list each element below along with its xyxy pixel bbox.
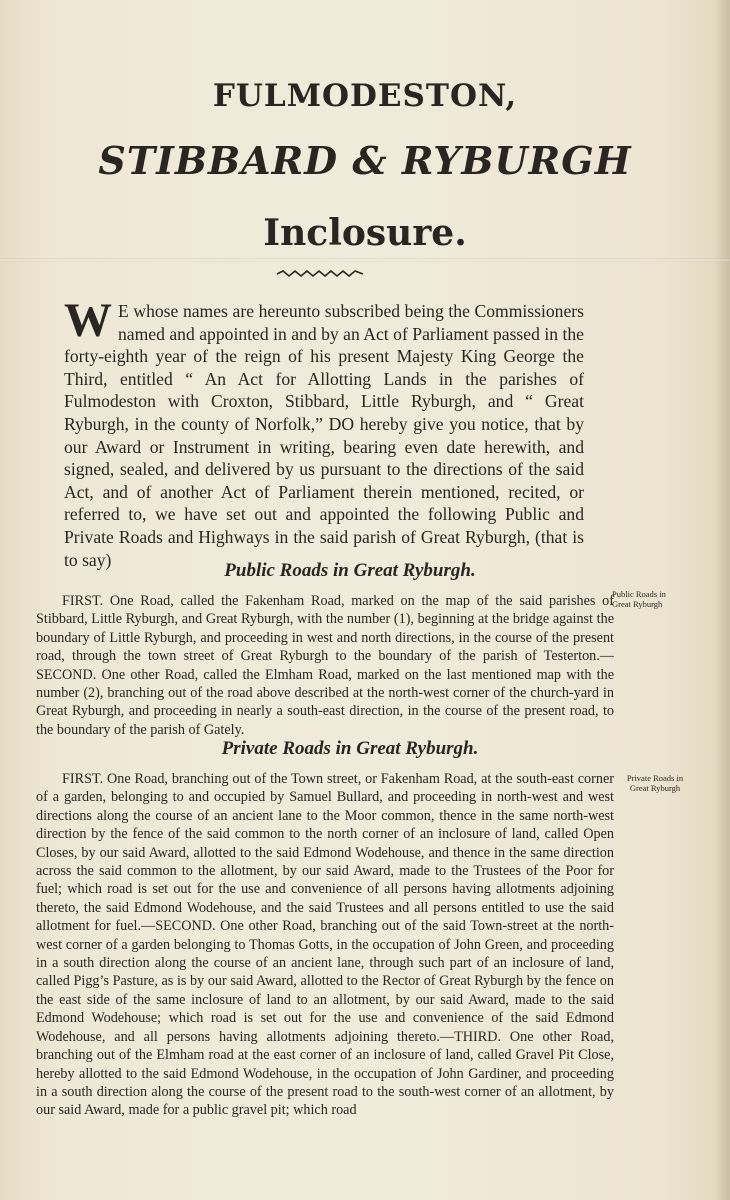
private-roads-margin-note: Private Roads in Great Ryburgh bbox=[626, 773, 684, 793]
title-line-1: FULMODESTON, bbox=[212, 78, 518, 114]
public-roads-paragraph: FIRST. One Road, called the Fakenham Road, marked on the map of the said parishes of Stibbard, Little Ryburgh, and Great Ryburgh, with the number (1), beginning at the bridge against the boundary of Little Ryburgh, and proceeding in west and north directions, in the course of the present road, through the town street of Great Ryburgh to the boundary of the parish of Testerton.—SECOND. One other Road, called the Elmham Road, marked on the last mentioned map with the number (2), branching out of the road above described at the north-west corner of the church-yard in Great Ryburgh, and proceeding in nearly a south-east direction, in the course of the present road, to the boundary of the parish of Gately. bbox=[36, 593, 614, 738]
intro-text: E whose names are hereunto subscribed being the Commissioners named and appointed in and by an Act of Parliament passed in the forty-eighth year of the reign of his present Majesty King George the Third, entitled “ An Act for Allotting Lands in the parishes of Fulmodeston with Croxton, Stibbard, Little Ryburgh, and “ Great Ryburgh, in the county of Norfolk,” DO hereby give you notice, that by our Award or Instrument in writing, bearing even date herewith, and signed, sealed, and delivered by us pursuant to the directions of the said Act, and of another Act of Parliament therein mentioned, recited, or referred to, we have set out and appointed the following Public and Private Roads and Highways in the said parish of Great Ryburgh, (that is to say) bbox=[64, 301, 584, 570]
private-roads-paragraph: FIRST. One Road, branching out of the Town street, or Fakenham Road, at the south-east corner of a garden, belonging to and occupied by Samuel Bullard, and proceeding in north-west and west directions along the course of an ancient lane to the Moor common, thence in the same north-west direction by the fence of the said common to the north corner of an inclosure of land, called Open Closes, by our said Award, allotted to the said Edmond Wodehouse, and thence in the same direction across the said common to the allotment, by our said Award, made to the Trustees of the Poor for fuel; which road is set out for the use and convenience of all persons having allotments adjoining thereto, the said Edmond Wodehouse, and the said Trustees and all persons entitled to use the said allotment for fuel.—SECOND. One other Road, branching out of the said Town-street at the north-west corner of a garden belonging to Thomas Gotts, in the occupation of John Green, and proceeding in a south direction along the course of an ancient lane, through such part of an inclosure of land, called Pigg’s Pasture, as is by our said Award, allotted to the Rector of Great Ryburgh by the fence on the east side of the same inclosure of land to an allotment, by our said Award, made to the said Edmond Wodehouse; which road is set out for the use and convenience of the said Edmond Wodehouse, and all persons having allotments adjoining thereto.—THIRD. One other Road, branching out of the Elmham road at the east corner of an inclosure of land, called Gravel Pit Close, hereby allotted to the said Edmond Wodehouse, in the occupation of John Gardiner, and proceeding in a south direction along the course of the present road to the south-west corner of an allotment, by our said Award, made for a public gravel pit; which road bbox=[36, 771, 614, 1119]
title-line-2: STIBBARD & RYBURGH bbox=[98, 138, 632, 183]
paper-fold-line bbox=[0, 258, 730, 262]
intro-paragraph bbox=[64, 294, 584, 571]
title-line-3: Inclosure. bbox=[263, 212, 467, 254]
public-roads-margin-note: Public Roads in Great Ryburgh bbox=[612, 589, 666, 609]
public-roads-heading: Public Roads in Great Ryburgh. bbox=[224, 560, 476, 581]
intro-dropcap: W bbox=[64, 294, 112, 347]
title-ornament-icon bbox=[275, 269, 365, 279]
private-roads-heading: Private Roads in Great Ryburgh. bbox=[221, 738, 479, 759]
